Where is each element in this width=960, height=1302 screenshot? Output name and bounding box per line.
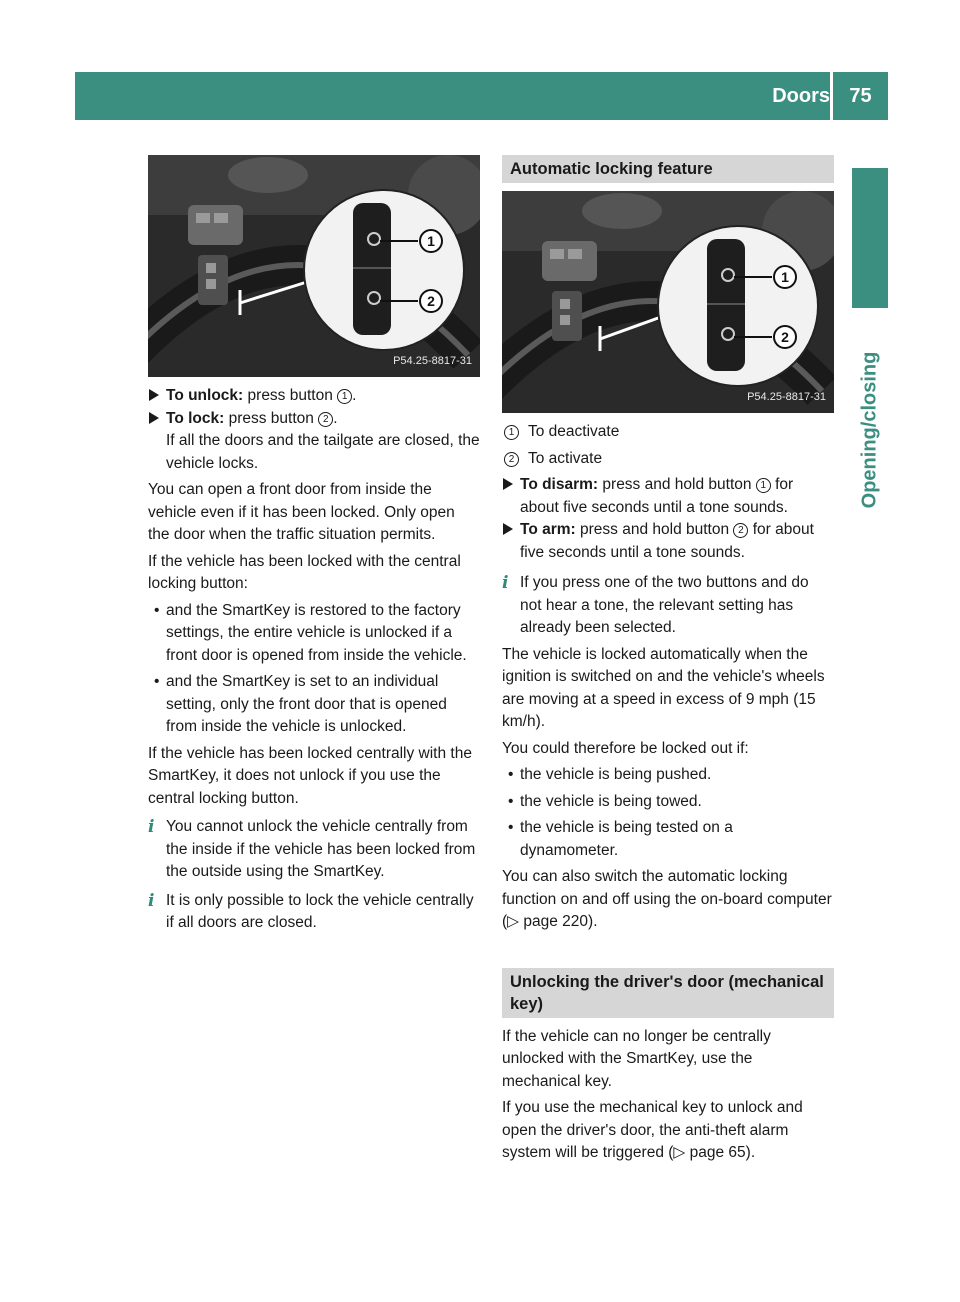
list-item-text: and the SmartKey is set to an individual setting, only the front door that is opened from inside the vehicle is unlocked. [166,673,447,735]
info-note [502,572,834,640]
info-icon: i [502,573,509,593]
bullet-icon: • [154,601,160,619]
step-text: for about five seconds until a tone sounds. [520,476,794,516]
step-arrow-icon [149,389,159,401]
arm-step [502,519,834,564]
step-text: press and hold button [602,476,752,493]
step-arrow-icon [503,478,513,490]
step-detail: If all the doors and the tailgate are closed, the vehicle locks. [166,432,480,472]
step-arrow-icon [149,412,159,424]
list-item-text: and the SmartKey is restored to the factory settings, the entire vehicle is unlocked if a front door is opened from inside the vehicle. [166,601,467,664]
info-text: If you press one of the two buttons and do not hear a tone, the relevant setting has already been selected. [520,574,809,636]
info-icon: i [148,817,155,837]
right-column [502,155,834,1169]
list-item-text: the vehicle is being towed. [520,792,702,810]
callout-2: 2 [781,329,789,345]
legend-text: To activate [528,449,603,467]
section-title: Doors [772,84,830,107]
left-column [148,155,480,939]
info-icon: i [148,890,155,911]
list-item-text: the vehicle is being tested on a dynamometer. [520,819,733,859]
step-label: To arm: [520,521,576,538]
section-heading: Automatic locking feature [502,155,834,183]
button-1-ref: 1 [756,478,771,493]
legend-item [502,448,834,471]
list-item [502,764,834,787]
legend-number: 2 [504,452,519,467]
list-item [148,600,480,668]
lock-step [148,408,480,476]
photo-illustration [148,155,480,377]
list-item [502,791,834,814]
side-tab-marker [852,168,888,308]
legend-number: 1 [504,425,519,440]
side-tab [852,315,888,545]
side-tab-label: Opening/closing [858,351,881,509]
info-text: It is only possible to lock the vehicle centrally if all doors are closed. [166,891,474,931]
paragraph: You can open a front door from inside the vehicle even if it has been locked. Only open the door when the traffic situation permits. [148,481,455,543]
callout-1: 1 [427,233,435,249]
step-end: . [333,409,338,427]
paragraph: You could therefore be locked out if: [502,739,749,757]
step-text: press and hold button [580,521,730,538]
list-item [502,817,834,862]
photo-code: P54.25-8817-31 [747,390,826,403]
paragraph: If the vehicle has been locked with the central locking button: [148,552,461,592]
button-1-ref: 1 [337,389,352,404]
page-number: 75 [849,84,872,107]
list-item-text: the vehicle is being pushed. [520,766,712,783]
step-end: . [352,387,357,404]
list-item [148,671,480,739]
section-heading: Unlocking the driver's door (mechanical key) [502,968,834,1018]
steering-wheel-photo [148,155,480,377]
button-2-ref: 2 [318,412,333,427]
disarm-step [502,474,834,519]
button-2-ref: 2 [733,523,748,538]
bullet-icon: • [508,766,514,783]
bullet-icon: • [508,792,514,810]
info-note [148,816,480,884]
paragraph: If you use the mechanical key to unlock and open the driver's door, the anti-theft alarm system will be triggered (▷ page 65). [502,1099,803,1161]
step-label: To disarm: [520,476,599,493]
header-bar [75,72,888,120]
steering-wheel-photo [502,191,834,413]
photo-illustration [502,191,834,413]
bullet-icon: • [154,673,160,690]
bullet-icon: • [508,819,514,836]
step-arrow-icon [503,523,513,535]
paragraph: If the vehicle has been locked centrally with the SmartKey, it does not unlock if you use the central locking button. [148,744,472,807]
callout-2: 2 [427,293,435,309]
legend-item [502,421,834,444]
paragraph: The vehicle is locked automatically when the ignition is switched on and the vehicle's wheels are moving at a speed in excess of 9 mph (15 km/h). [502,645,825,730]
step-label: To unlock: [166,387,244,404]
step-text: press button [228,409,314,427]
paragraph: You can also switch the automatic locking function on and off using the on-board computer (▷ page 220). [502,868,832,930]
step-text: press button [247,387,333,404]
photo-code: P54.25-8817-31 [393,354,472,367]
legend-text: To deactivate [528,423,620,440]
paragraph: If the vehicle can no longer be centrally unlocked with the SmartKey, use the mechanical key. [502,1027,771,1090]
info-note [148,890,480,935]
info-text: You cannot unlock the vehicle centrally from the inside if the vehicle has been locked from the outside using the SmartKey. [166,818,476,880]
step-text: for about five seconds until a tone sounds. [520,521,814,561]
unlock-step [148,385,480,408]
callout-1: 1 [781,269,789,285]
step-label: To lock: [166,409,225,427]
